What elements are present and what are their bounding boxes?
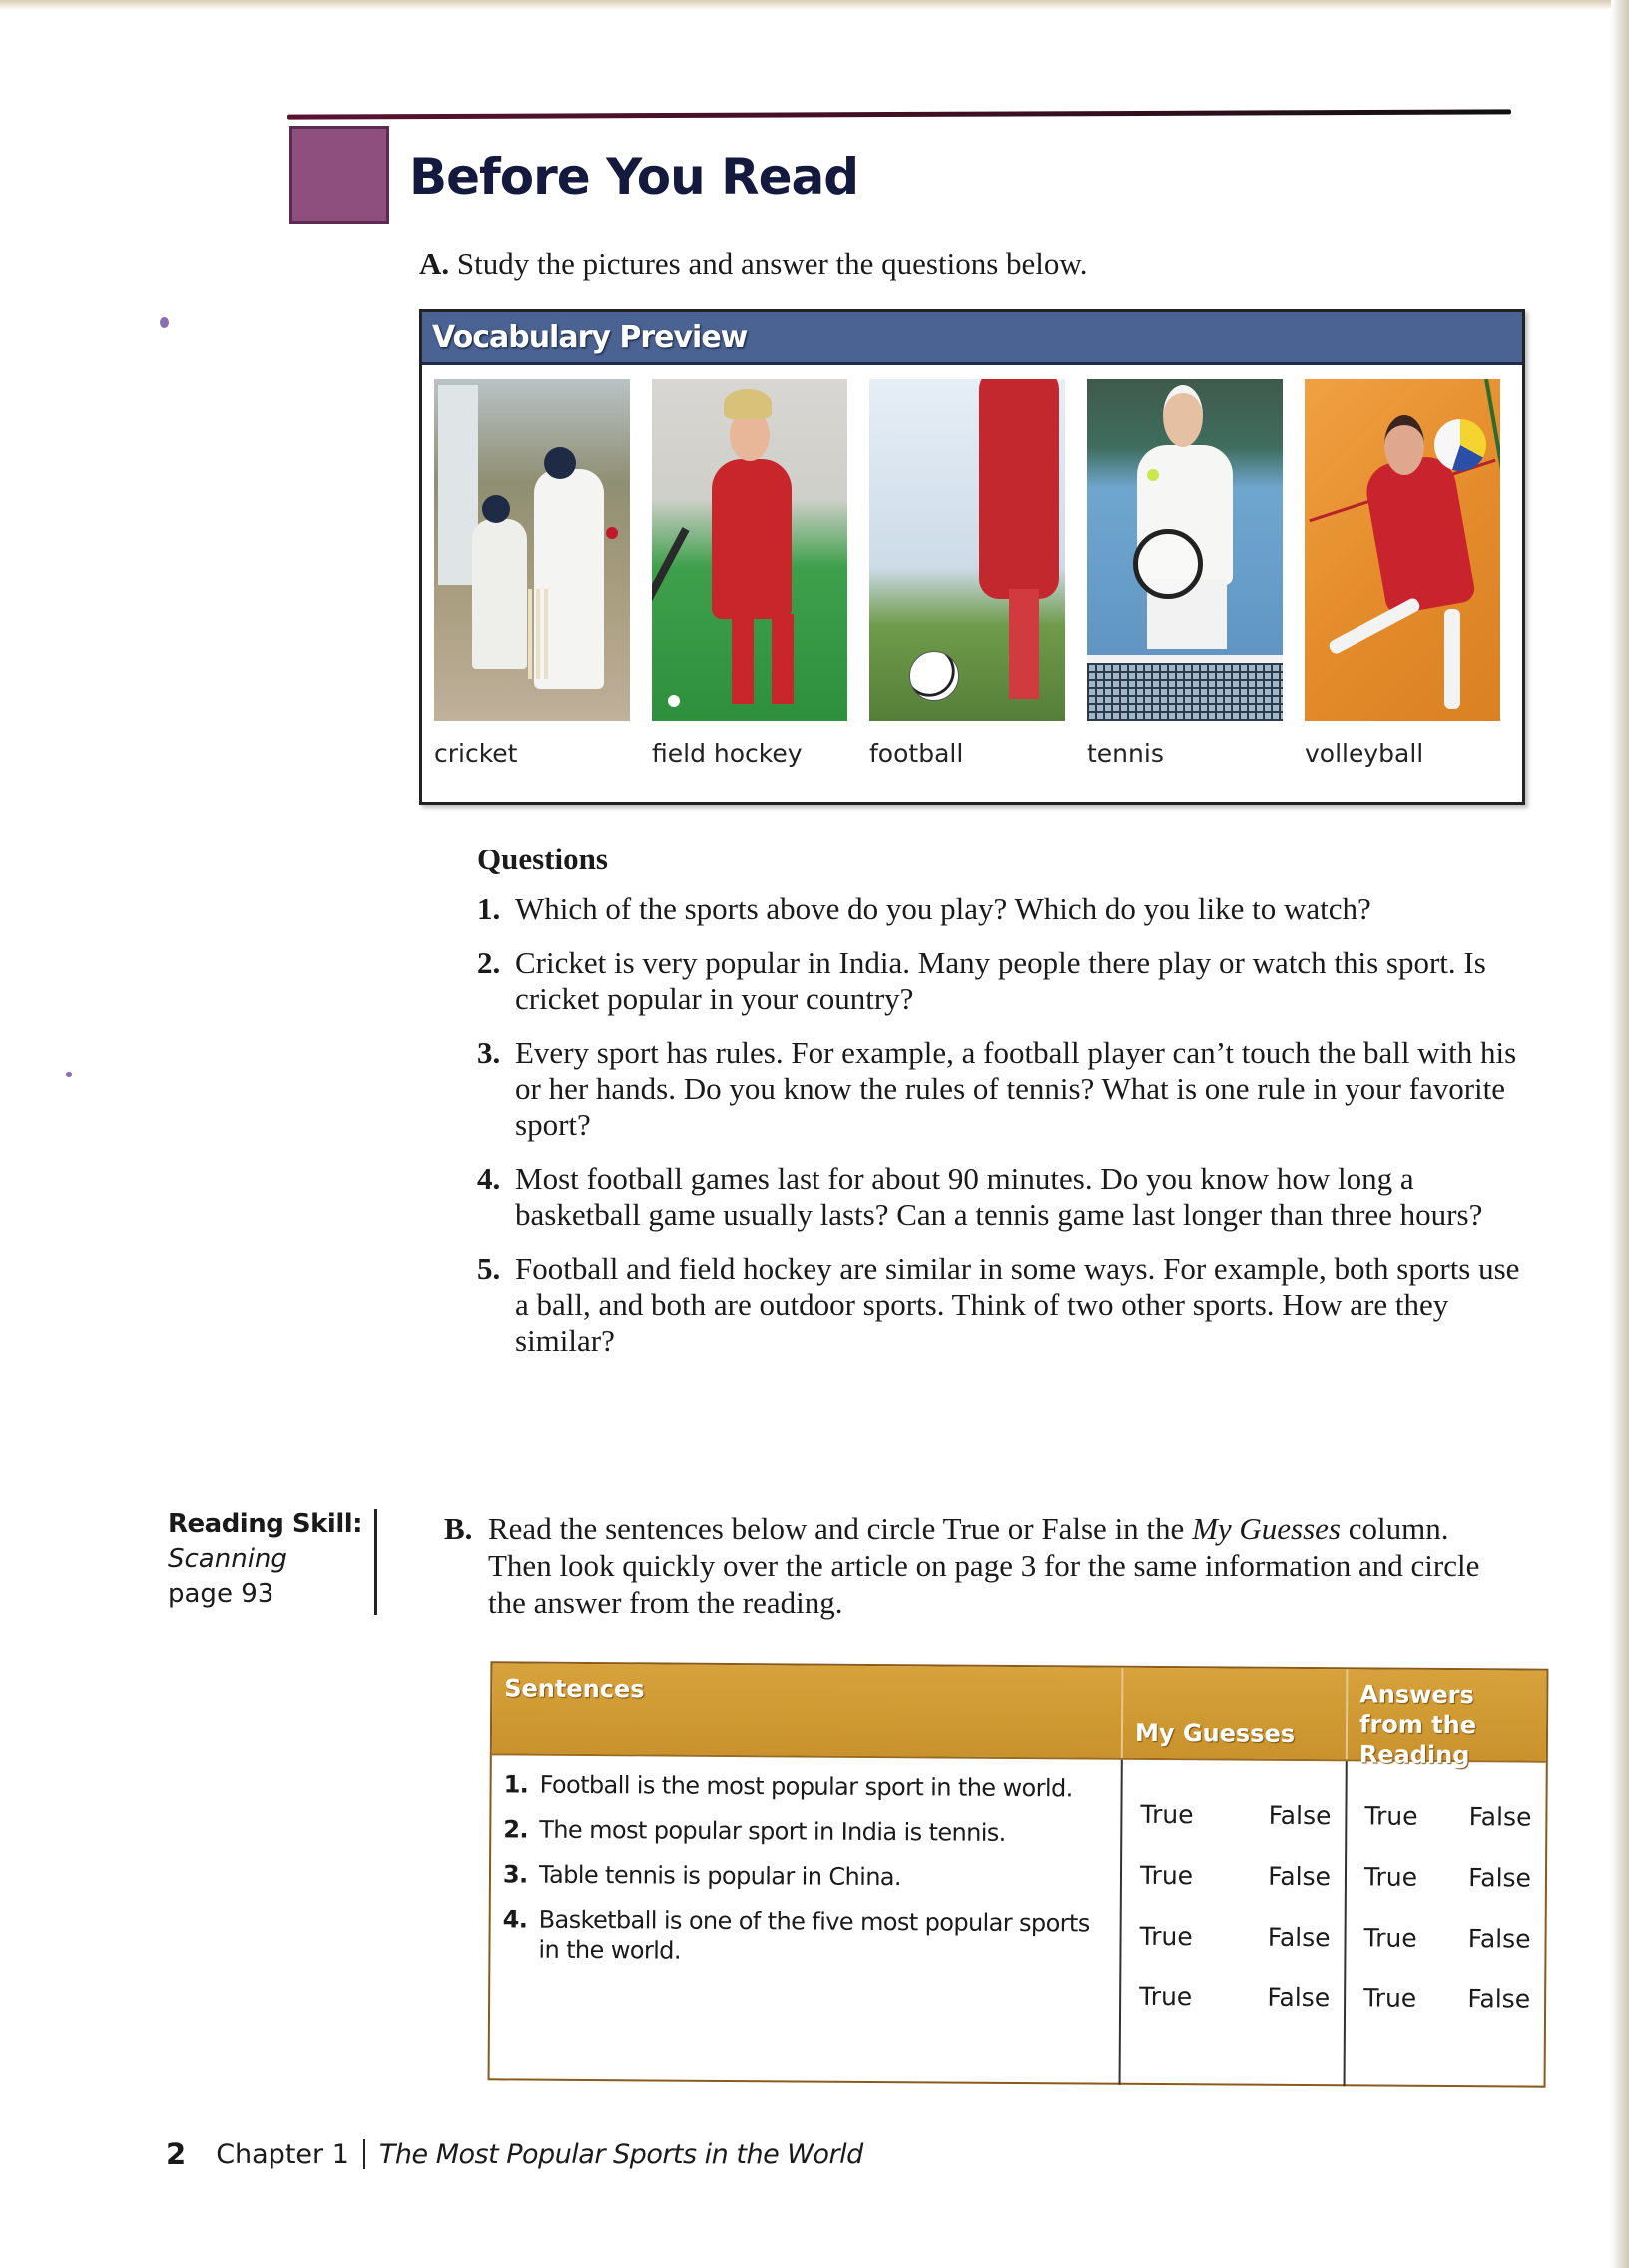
table-row — [503, 1814, 1108, 1848]
question-text: Which of the sports above do you play? Which do you like to watch? — [515, 891, 1371, 926]
answer-false-option[interactable]: False — [1467, 1984, 1531, 2014]
chapter-title: The Most Popular Sports in the World — [378, 2138, 863, 2170]
vocabulary-preview-box — [419, 309, 1525, 805]
vocabulary-preview-header — [422, 312, 1522, 365]
question-item — [477, 945, 1525, 1017]
sentence-number: 3. — [502, 1860, 528, 1889]
part-a-letter: A. — [419, 246, 450, 281]
table-row — [502, 1904, 1107, 1968]
answer-row — [1347, 1801, 1545, 1863]
sentence-number: 1. — [503, 1770, 529, 1799]
field-hockey-photo — [652, 379, 847, 721]
header-my-guesses-label: My Guesses — [1134, 1718, 1296, 1748]
answer-false-option[interactable]: False — [1467, 1924, 1531, 1954]
guess-row — [1121, 1922, 1344, 1984]
question-number: 5. — [477, 1251, 501, 1286]
question-text: Most football games last for about 90 minutes. Do you know how long a basketball game usually lasts? Can a tennis game last longer than three hours? — [515, 1161, 1483, 1232]
guess-row — [1122, 1800, 1345, 1863]
vocab-label: cricket — [434, 739, 518, 768]
question-item — [477, 1251, 1525, 1359]
answer-row — [1346, 1923, 1544, 1984]
sentence-number: 2. — [503, 1815, 529, 1844]
question-text: Cricket is very popular in India. Many people there play or watch this sport. Is cricket popular in your country? — [515, 945, 1486, 1016]
question-number: 3. — [477, 1035, 501, 1070]
guess-false-option[interactable]: False — [1267, 1922, 1331, 1953]
sentence-text: Table tennis is popular in China. — [538, 1860, 902, 1892]
part-b-text-1: Read the sentences below and circle True or False in the — [488, 1511, 1193, 1546]
volleyball-photo — [1305, 379, 1500, 721]
reading-skill-label: Reading Skill: — [168, 1509, 363, 1539]
sentence-text: Basketball is one of the five most popular sports in the world. — [538, 1905, 1090, 1965]
vocab-item-cricket — [434, 379, 652, 768]
my-guesses-column — [1119, 1760, 1346, 2087]
sentence-text: The most popular sport in India is tennis. — [539, 1815, 1006, 1847]
reading-skill-page: page 93 — [168, 1579, 274, 1609]
guess-true-option[interactable]: True — [1139, 1982, 1193, 2012]
reading-skill-name: Scanning — [168, 1544, 287, 1574]
answer-row — [1346, 1984, 1544, 2045]
header-my-guesses — [1121, 1668, 1347, 1760]
vocabulary-preview-title: Vocabulary Preview — [432, 319, 748, 355]
answer-true-option[interactable]: True — [1363, 1862, 1418, 1892]
vocab-label: volleyball — [1305, 739, 1424, 768]
table-row — [503, 1859, 1108, 1893]
question-text: Football and field hockey are similar in some ways. For example, both sports use a ball, and both are outdoor sports. Think of two other sports. How are they similar? — [515, 1251, 1520, 1358]
question-item — [477, 1035, 1525, 1143]
answer-true-option[interactable]: True — [1363, 1984, 1417, 2013]
part-b-text-2: column. Then look quickly over the article on page 3 for the same information and circle the answer from the reading. — [488, 1511, 1480, 1620]
question-item — [477, 891, 1525, 927]
vocab-item-tennis — [1087, 379, 1305, 768]
table-body — [490, 1755, 1546, 2087]
vocabulary-items — [422, 365, 1522, 768]
page-edge-top — [0, 0, 1629, 10]
section-title: Before You Read — [409, 148, 859, 206]
guess-row — [1121, 1983, 1344, 2045]
page-footer — [166, 2137, 863, 2171]
stray-mark — [66, 1072, 72, 1077]
stray-mark — [160, 317, 169, 328]
guess-true-option[interactable]: True — [1139, 1860, 1194, 1891]
header-answers: Answers from the Reading — [1346, 1669, 1547, 1760]
sentences-column — [490, 1755, 1121, 2084]
vocab-label: tennis — [1087, 739, 1164, 768]
sentence-number: 4. — [502, 1905, 528, 1934]
guess-false-option[interactable]: False — [1268, 1861, 1332, 1892]
part-b-instruction — [444, 1510, 1482, 1621]
question-number: 2. — [477, 945, 501, 980]
part-a-text: Study the pictures and answer the questions below. — [456, 246, 1088, 281]
vocab-item-field-hockey — [652, 379, 869, 768]
question-item — [477, 1161, 1525, 1233]
question-text: Every sport has rules. For example, a football player can’t touch the ball with his or her hands. Do you know the rules of tennis? What is one rule in your favorite sport? — [515, 1035, 1517, 1142]
page-edge-right — [1611, 0, 1629, 2268]
questions-list — [477, 891, 1525, 1377]
chapter-label: Chapter 1 — [216, 2138, 349, 2170]
guess-false-option[interactable]: False — [1267, 1983, 1331, 2013]
tennis-photo — [1087, 379, 1283, 721]
football-photo — [869, 379, 1065, 721]
vocab-label: football — [869, 739, 964, 768]
table-row — [504, 1769, 1109, 1803]
vocab-item-football — [869, 379, 1087, 768]
questions-heading: Questions — [477, 842, 608, 876]
answer-false-option[interactable]: False — [1468, 1863, 1532, 1893]
cricket-photo — [434, 379, 630, 721]
reading-skill-note — [168, 1507, 372, 1612]
vocab-label: field hockey — [652, 739, 803, 768]
part-b-letter: B. — [444, 1511, 473, 1546]
reading-skill-divider — [374, 1509, 377, 1615]
answers-column — [1344, 1761, 1546, 2087]
table-header — [492, 1663, 1547, 1770]
answer-true-option[interactable]: True — [1364, 1801, 1418, 1831]
page-number: 2 — [166, 2137, 187, 2171]
question-number: 4. — [477, 1161, 501, 1196]
vocab-item-volleyball — [1305, 379, 1522, 768]
guess-true-option[interactable]: True — [1140, 1799, 1194, 1830]
sentence-text: Football is the most popular sport in the world. — [539, 1770, 1073, 1803]
footer-divider — [363, 2139, 365, 2169]
true-false-table — [488, 1661, 1549, 2087]
guess-true-option[interactable]: True — [1139, 1921, 1193, 1952]
header-rule — [287, 109, 1511, 119]
part-b-italic: My Guesses — [1192, 1511, 1341, 1546]
answer-true-option[interactable]: True — [1363, 1923, 1417, 1953]
question-number: 1. — [477, 891, 501, 926]
answer-row — [1347, 1862, 1545, 1924]
answer-false-option[interactable]: False — [1468, 1802, 1532, 1832]
part-a-instruction — [419, 246, 1088, 282]
guess-row — [1122, 1861, 1345, 1924]
header-sentences: Sentences — [504, 1674, 645, 1704]
section-color-block — [289, 126, 389, 224]
guess-false-option[interactable]: False — [1268, 1800, 1332, 1831]
